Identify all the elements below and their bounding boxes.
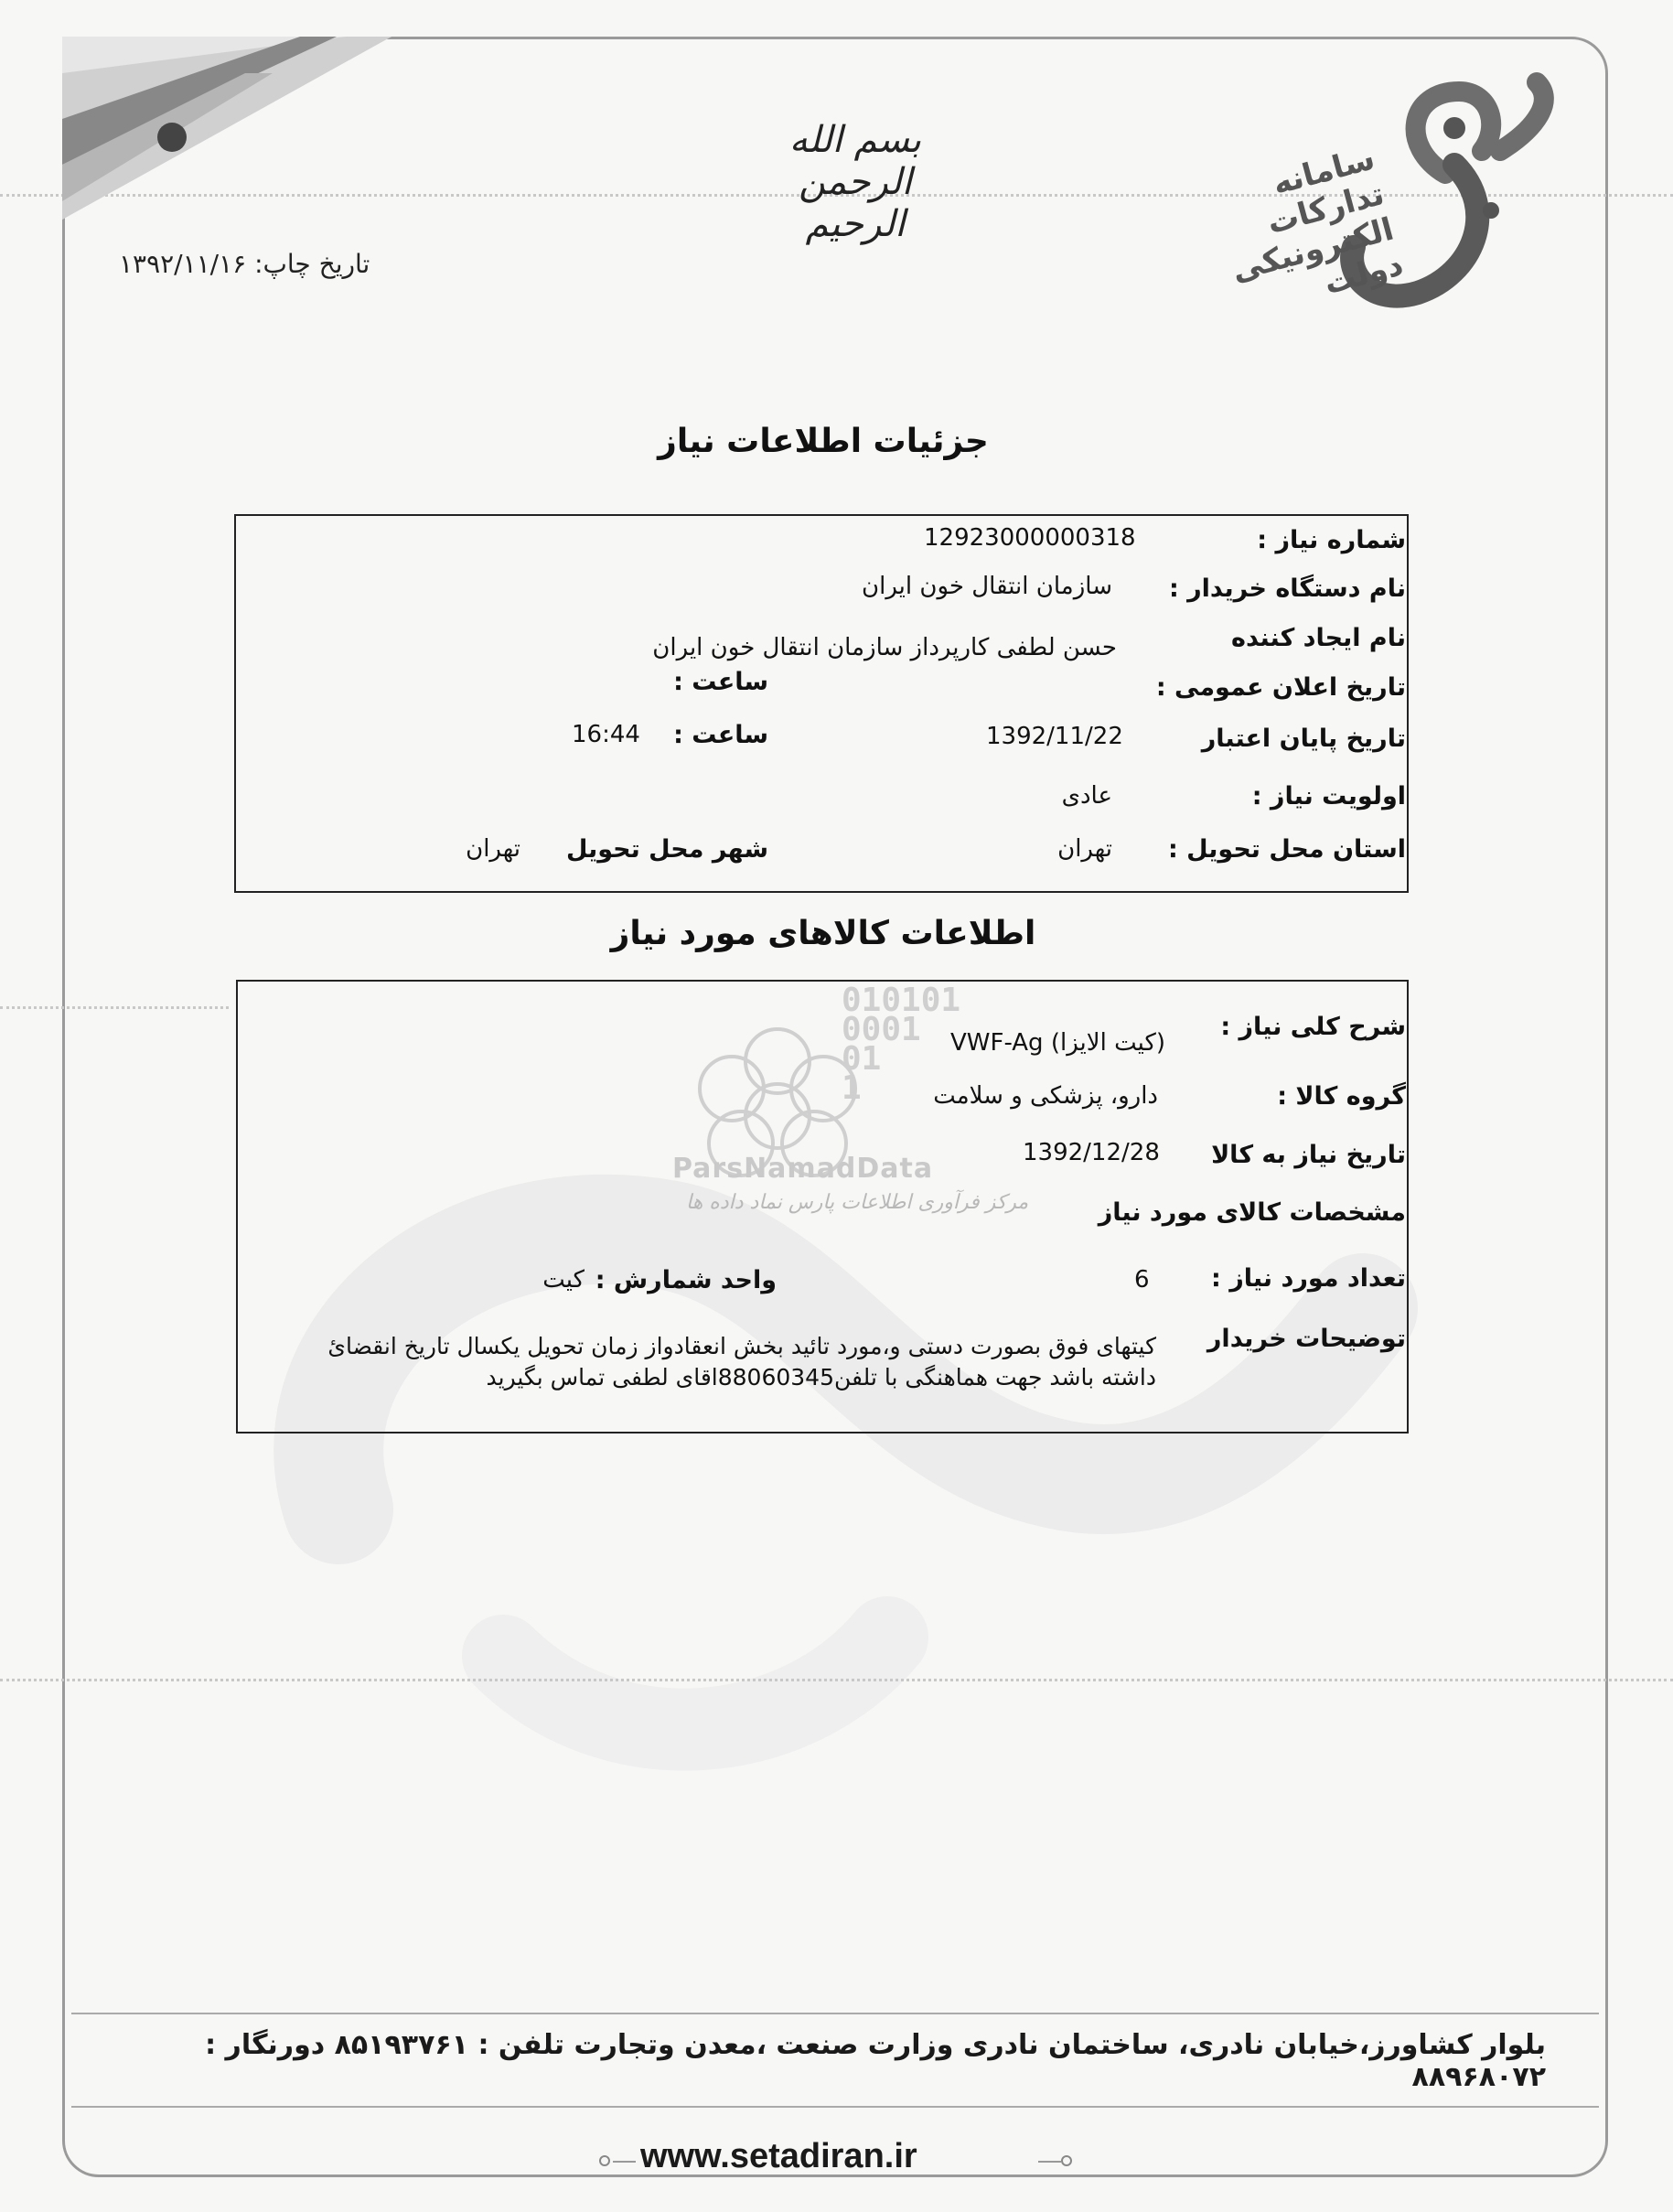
announce-time-label: ساعت : xyxy=(673,668,768,696)
quantity-value: 6 xyxy=(1134,1266,1150,1294)
specs-label: مشخصات کالای مورد نیاز xyxy=(1098,1198,1406,1227)
need-number-value: 12923000000318 xyxy=(924,524,1136,552)
website-dot-right xyxy=(1061,2155,1072,2166)
scan-dotted-line xyxy=(0,1679,1673,1681)
city-value: تهران xyxy=(466,835,520,863)
validity-end-label: تاریخ پایان اعتبار xyxy=(1201,725,1406,753)
website-rule-right xyxy=(1038,2161,1061,2163)
watermark-bit-row: 01 xyxy=(842,1040,882,1078)
validity-time-label: ساعت : xyxy=(673,721,768,749)
website-dot-left xyxy=(599,2155,610,2166)
need-date-value: 1392/12/28 xyxy=(1023,1139,1160,1166)
buyer-value: سازمان انتقال خون ایران xyxy=(862,573,1112,600)
watermark-bit-row: 010101 xyxy=(842,982,961,1019)
buyer-notes-value: کیتهای فوق بصورت دستی و،مورد تائید بخش انعقادواز زمان تحویل یکسال تاریخ انقضائ داشته باشد جهت هماهنگی با تلفن88060345اقای لطفی تماس بگیرید xyxy=(327,1333,1156,1391)
announce-date-label: تاریخ اعلان عمومی : xyxy=(1155,673,1406,702)
priority-value: عادی xyxy=(1061,782,1112,810)
general-desc-value: (کیت الایزا) VWF-Ag xyxy=(950,1029,1165,1057)
validity-time-value: 16:44 xyxy=(572,721,640,748)
validity-end-date: 1392/11/22 xyxy=(986,723,1123,750)
setad-logo xyxy=(1228,64,1564,338)
basmala: بسم الله الرحمن الرحیم xyxy=(788,119,922,245)
section-title-goods: اطلاعات کالاهای مورد نیاز xyxy=(610,915,1036,952)
print-date: تاریخ چاپ: ۱۳۹۲/۱۱/۱۶ xyxy=(119,249,370,279)
watermark-bit-row: 0001 xyxy=(842,1011,921,1048)
creator-value: حسن لطفی کارپرداز سازمان انتقال خون ایران xyxy=(652,634,1117,661)
quantity-label: تعداد مورد نیاز : xyxy=(1211,1264,1406,1293)
buyer-notes-label: توضیحات خریدار xyxy=(1206,1325,1406,1353)
watermark-subtitle: مرکز فرآوری اطلاعات پارس نماد داده ها xyxy=(686,1191,1029,1214)
section-title-need-details: جزئیات اطلاعات نیاز xyxy=(658,423,989,460)
website-rule-left xyxy=(613,2161,636,2163)
logo-caption: سامانه تدارکات الکترونیکی دولت xyxy=(1228,140,1408,303)
priority-label: اولویت نیاز : xyxy=(1251,782,1406,811)
need-number-label: شماره نیاز : xyxy=(1257,526,1406,554)
buyer-label: نام دستگاه خریدار : xyxy=(1168,574,1406,603)
unit-label: واحد شمارش : xyxy=(595,1266,777,1294)
footer-address: بلوار کشاورز،خیابان نادری، ساختمان نادری وزارت صنعت ،معدن وتجارت تلفن : ۸۵۱۹۳۷۶۱ دورنگار : ۸۸۹۶۸۰۷۲ xyxy=(205,2029,1546,2093)
city-label: شهر محل تحویل xyxy=(565,835,768,864)
general-desc-label: شرح کلی نیاز : xyxy=(1220,1013,1406,1041)
footer-website-link[interactable]: www.setadiran.ir xyxy=(640,2137,917,2175)
iran-flag-emblem xyxy=(62,37,391,220)
watermark-bit-row: 1 xyxy=(842,1069,862,1107)
goods-group-value: دارو، پزشکی و سلامت xyxy=(933,1082,1158,1110)
goods-group-label: گروه کالا : xyxy=(1277,1082,1406,1111)
scan-dotted-line xyxy=(0,1006,229,1009)
watermark-brand: ParsNamadData xyxy=(672,1153,934,1185)
creator-label: نام ایجاد کننده xyxy=(1231,624,1406,652)
province-label: استان محل تحویل : xyxy=(1167,835,1406,864)
unit-value: کیت xyxy=(542,1266,584,1294)
province-value: تهران xyxy=(1057,835,1112,863)
need-date-label: تاریخ نیاز به کالا xyxy=(1211,1141,1406,1169)
